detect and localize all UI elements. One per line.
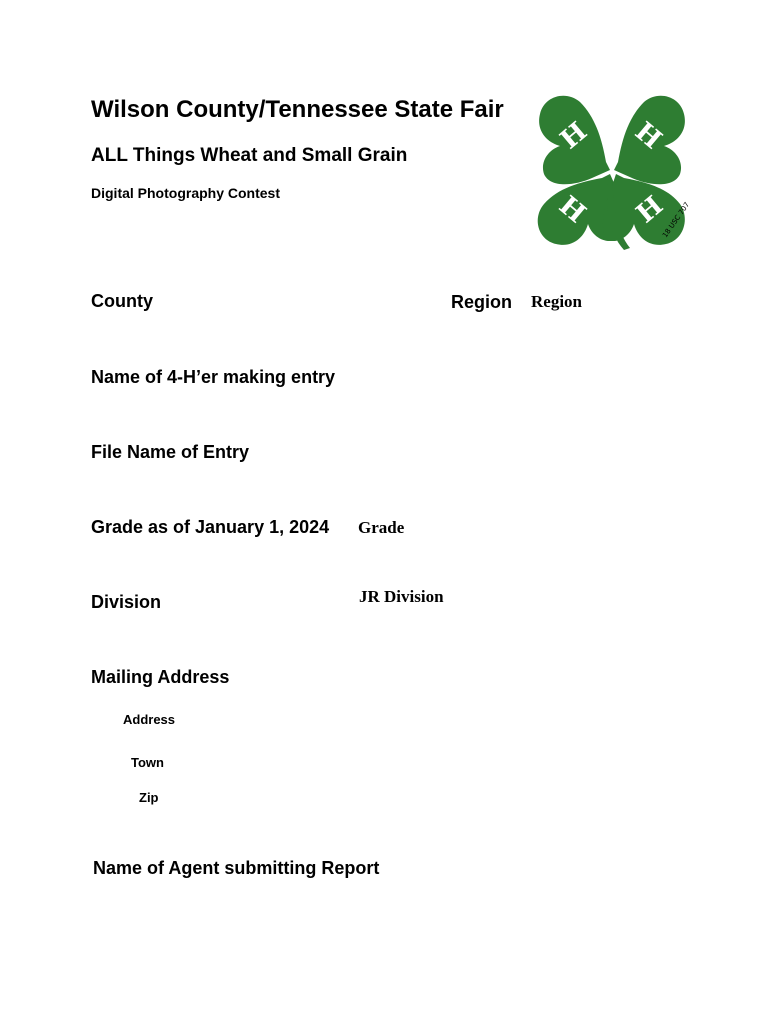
clover-letter-h: H <box>554 116 594 156</box>
clover-letter-h: H <box>552 190 592 230</box>
contest-name: Digital Photography Contest <box>91 185 280 201</box>
clover-fine-print: 18 USC 707 <box>661 200 690 240</box>
address-label: Address <box>123 712 176 727</box>
file-name-label: File Name of Entry <box>91 442 250 462</box>
clover-letter-h: H <box>630 190 670 230</box>
agent-label: Name of Agent submitting Report <box>93 858 380 878</box>
county-label: County <box>91 291 153 311</box>
clover-leaves <box>537 96 685 250</box>
mailing-address-label: Mailing Address <box>91 667 230 687</box>
division-label: Division <box>91 592 162 612</box>
town-label: Town <box>131 755 164 770</box>
grade-label: Grade as of January 1, 2024 <box>91 517 330 537</box>
name-label: Name of 4-H’er making entry <box>91 367 336 387</box>
zip-label: Zip <box>139 790 159 805</box>
region-field[interactable]: Region <box>531 292 582 311</box>
region-label: Region <box>451 292 512 312</box>
page-title: Wilson County/Tennessee State Fair <box>91 96 504 123</box>
division-field[interactable]: JR Division <box>359 587 444 606</box>
four-h-clover-icon <box>530 90 690 252</box>
clover-letter-h: H <box>628 116 668 156</box>
grade-field[interactable]: Grade <box>358 518 405 537</box>
contest-category: ALL Things Wheat and Small Grain <box>91 145 408 166</box>
